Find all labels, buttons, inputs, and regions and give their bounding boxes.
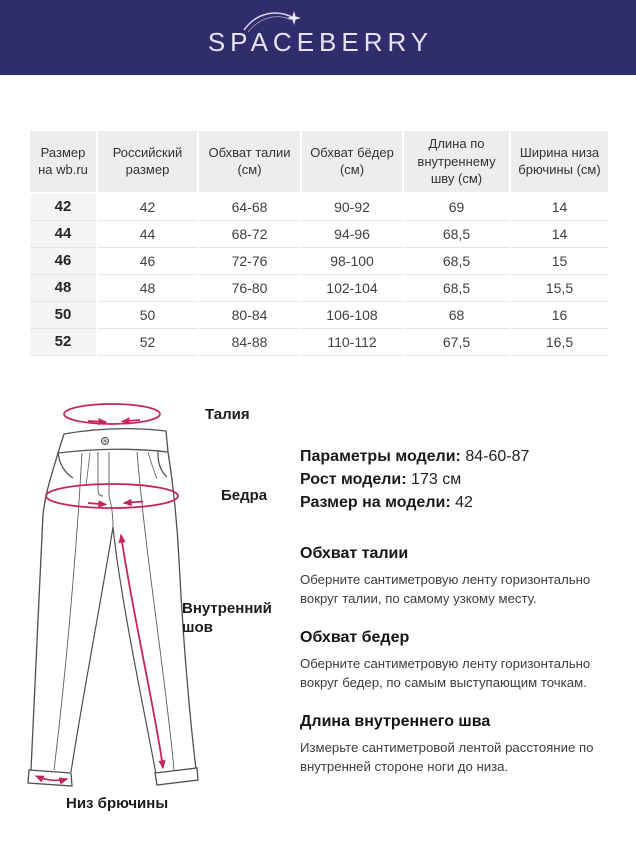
left-leg-inner xyxy=(71,527,113,772)
model-height-label: Рост модели: xyxy=(300,471,407,488)
cell-inseam: 68,5 xyxy=(404,248,509,275)
hips-measure-ellipse xyxy=(46,484,178,508)
cell-hips: 90-92 xyxy=(302,194,402,221)
cell-hem: 16,5 xyxy=(511,329,608,356)
cell-ru-size: 42 xyxy=(98,194,197,221)
cell-inseam: 68,5 xyxy=(404,275,509,302)
model-size-line xyxy=(300,491,615,514)
brand-logo-text: SPACEBERRY xyxy=(207,27,434,57)
left-leg-outer xyxy=(31,453,58,770)
guide-text: Измерьте сантиметровой лентой расстояние по внутренней стороне ноги до низа. xyxy=(300,740,594,774)
col-header-ru-size: Российский размер xyxy=(98,131,197,194)
cell-wb-size: 48 xyxy=(30,275,96,302)
cell-waist: 84-88 xyxy=(199,329,300,356)
guide-text: Оберните сантиметровую ленту горизонтально вокруг бедер, по самым выступающим точкам. xyxy=(300,656,591,690)
waistband xyxy=(58,429,168,453)
cell-hips: 94-96 xyxy=(302,221,402,248)
model-parameters-value: 84-60-87 xyxy=(465,448,530,465)
guide-text: Оберните сантиметровую ленту горизонтально вокруг талии, по самому узкому месту. xyxy=(300,572,591,606)
cell-wb-size: 50 xyxy=(30,302,96,329)
left-cuff xyxy=(28,770,72,786)
inseam-measure-line xyxy=(121,535,163,768)
col-header-hem-width: Ширина низа брючины (см) xyxy=(511,131,608,194)
cell-wb-size: 42 xyxy=(30,194,96,221)
table-row xyxy=(30,302,608,329)
model-height-value: 173 см xyxy=(411,471,462,488)
cell-wb-size: 52 xyxy=(30,329,96,356)
model-height-line xyxy=(300,468,615,491)
brand-header xyxy=(0,0,636,75)
cell-hem: 15 xyxy=(511,248,608,275)
cell-waist: 76-80 xyxy=(199,275,300,302)
cell-hips: 102-104 xyxy=(302,275,402,302)
cell-hem: 14 xyxy=(511,194,608,221)
guide-section-inseam xyxy=(300,713,615,776)
cell-wb-size: 46 xyxy=(30,248,96,275)
brand-logo xyxy=(203,19,433,56)
measure-guide-column xyxy=(300,445,615,797)
model-info xyxy=(300,445,615,514)
model-size-label: Размер на модели: xyxy=(300,494,451,511)
col-header-hips: Обхват бёдер (см) xyxy=(302,131,402,194)
waist-measure-ellipse xyxy=(64,404,160,424)
cell-hips: 110-112 xyxy=(302,329,402,356)
cell-ru-size: 52 xyxy=(98,329,197,356)
table-row xyxy=(30,248,608,275)
cell-ru-size: 48 xyxy=(98,275,197,302)
col-header-inseam: Длина по внутреннему шву (см) xyxy=(404,131,509,194)
table-row xyxy=(30,275,608,302)
cell-inseam: 67,5 xyxy=(404,329,509,356)
cell-ru-size: 44 xyxy=(98,221,197,248)
shooting-star-icon xyxy=(241,5,301,35)
guide-title: Обхват бедер xyxy=(300,629,410,646)
cell-hem: 15,5 xyxy=(511,275,608,302)
guide-section-hips xyxy=(300,629,615,692)
model-parameters-line xyxy=(300,445,615,468)
table-row xyxy=(30,221,608,248)
size-table xyxy=(28,131,610,356)
col-header-wb-size: Размер на wb.ru xyxy=(30,131,96,194)
cell-hem: 14 xyxy=(511,221,608,248)
cell-wb-size: 44 xyxy=(30,221,96,248)
guide-title: Длина внутреннего шва xyxy=(300,713,491,730)
cell-hips: 106-108 xyxy=(302,302,402,329)
cell-ru-size: 46 xyxy=(98,248,197,275)
cell-waist: 68-72 xyxy=(199,221,300,248)
cell-inseam: 69 xyxy=(404,194,509,221)
guide-title: Обхват талии xyxy=(300,545,409,562)
cell-hips: 98-100 xyxy=(302,248,402,275)
inseam-label: Внутренний шов xyxy=(182,600,272,636)
cell-ru-size: 50 xyxy=(98,302,197,329)
table-row xyxy=(30,329,608,356)
model-size-value: 42 xyxy=(455,494,473,511)
cell-inseam: 68,5 xyxy=(404,221,509,248)
hem-label: Низ брючины xyxy=(66,795,169,812)
guide-section-waist xyxy=(300,545,615,608)
left-pocket xyxy=(58,452,73,478)
hips-label: Бедра xyxy=(221,487,268,504)
waist-label: Талия xyxy=(205,406,250,423)
col-header-waist: Обхват талии (см) xyxy=(199,131,300,194)
right-pocket xyxy=(158,450,167,477)
cell-waist: 64-68 xyxy=(199,194,300,221)
model-parameters-label: Параметры модели: xyxy=(300,448,461,465)
right-cuff xyxy=(155,768,198,785)
table-row xyxy=(30,194,608,221)
measurement-section xyxy=(0,385,636,848)
cell-hem: 16 xyxy=(511,302,608,329)
cell-waist: 80-84 xyxy=(199,302,300,329)
cell-inseam: 68 xyxy=(404,302,509,329)
size-table-header-row xyxy=(30,131,608,194)
cell-waist: 72-76 xyxy=(199,248,300,275)
